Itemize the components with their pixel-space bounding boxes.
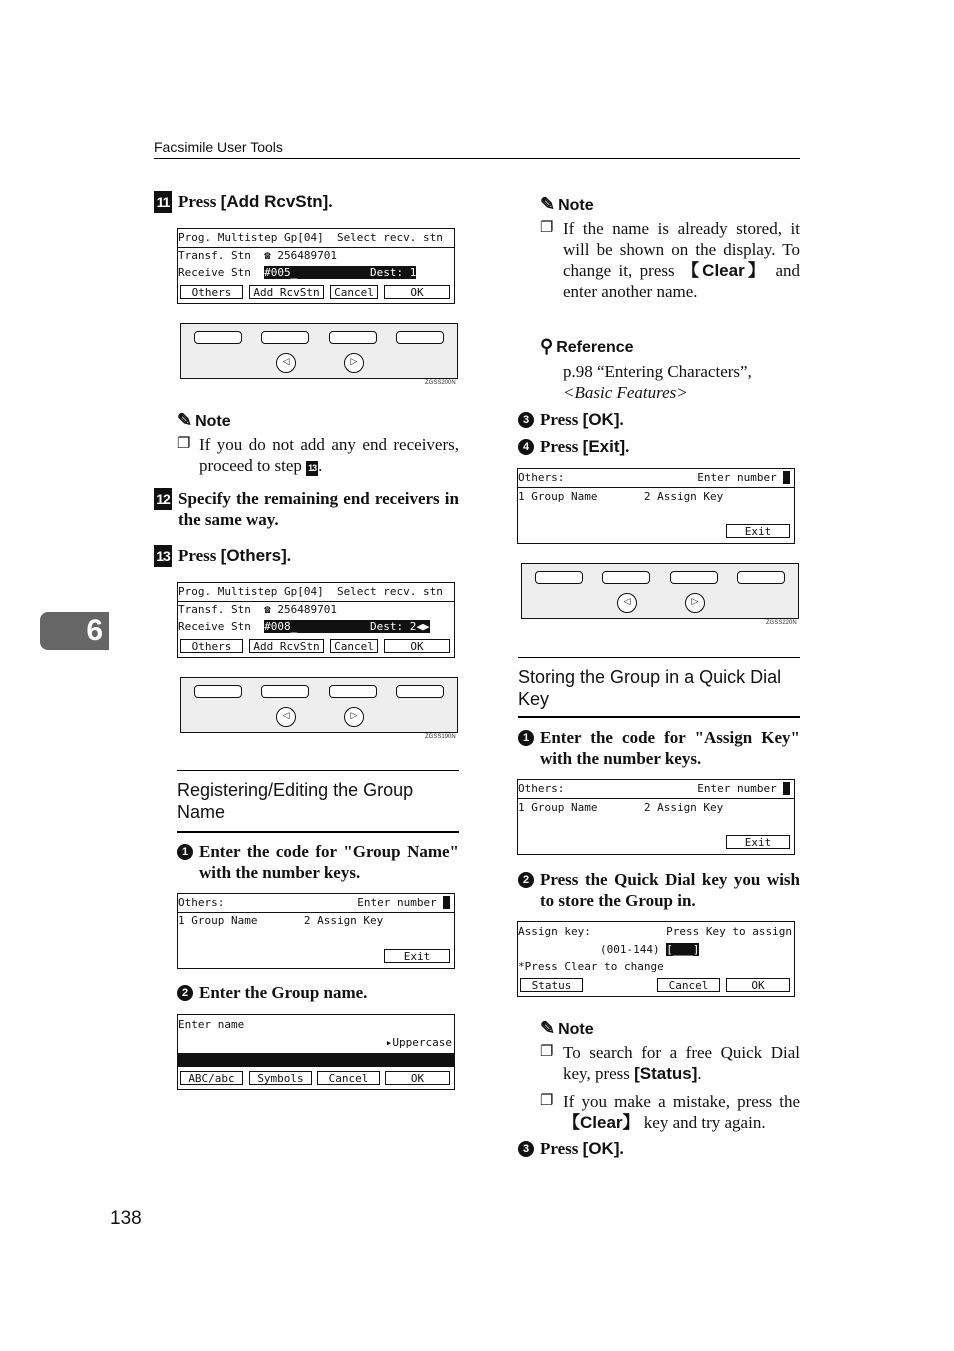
- note-item: ❐ If the name is already stored, it will be shown on the display. To change it, press 【Clear】 and enter another name.: [540, 219, 800, 301]
- lcd-btn-others: Others: [180, 285, 243, 299]
- substep-number: 3: [518, 1141, 534, 1157]
- panel-key: [261, 331, 309, 344]
- lcd-btn-abc: ABC/abc: [180, 1071, 243, 1085]
- lcd-btn-ok: OK: [384, 639, 450, 653]
- substep-number: 4: [518, 439, 534, 455]
- lcd-btn-add-rcvstn: Add RcvStn: [249, 285, 324, 299]
- pencil-icon: ✎: [540, 194, 556, 214]
- key-ok: [OK]: [582, 410, 620, 429]
- panel-key: [329, 331, 377, 344]
- lcd-btn-ok: OK: [385, 1071, 450, 1085]
- lcd-btn-symbols: Symbols: [249, 1071, 312, 1085]
- lcd-btn-others: Others: [180, 639, 243, 653]
- section-rule-top: [177, 770, 459, 771]
- substep-number: 2: [177, 985, 193, 1001]
- note-item: ❐ If you do not add any end receivers, proceed to step 13 .: [177, 435, 459, 475]
- key-status: [Status]: [634, 1064, 698, 1083]
- step-11: 11 Press [Add RcvStn].: [154, 191, 459, 215]
- panel-key: [737, 571, 785, 584]
- substep-number: 2: [518, 872, 534, 888]
- substep-1: 1 Enter the code for "Group Name" with the number keys.: [177, 841, 459, 885]
- pencil-icon: ✎: [177, 410, 193, 430]
- note-item: ❐ To search for a free Quick Dial key, press [Status].: [540, 1043, 800, 1083]
- section-rule-bottom: [518, 716, 800, 718]
- lcd-btn-cancel: Cancel: [330, 285, 378, 299]
- control-panel-illustration: [180, 323, 458, 379]
- left-arrow-icon: ◁: [276, 707, 296, 727]
- lcd-others-menu: Others: Enter number 1 Group Name 2 Assign Key Exit: [517, 779, 795, 855]
- checkbox-icon: ❐: [540, 1093, 554, 1109]
- chapter-tab: 6: [40, 612, 109, 650]
- lcd-btn-cancel: Cancel: [657, 978, 720, 992]
- note-heading: ✎ Note: [540, 1018, 594, 1038]
- section-title: Registering/Editing the Group Name: [177, 780, 414, 822]
- reference-text: p.98 “Entering Characters”, <Basic Features>: [563, 362, 752, 402]
- reference-heading: ⚲ Reference: [540, 336, 634, 356]
- lcd-btn-cancel: Cancel: [330, 639, 378, 653]
- lcd-assign-key: Assign key: Press Key to assign (001-144) [___] *Press Clear to change Status Cancel OK: [517, 921, 795, 997]
- left-arrow-icon: ◁: [276, 353, 296, 373]
- right-arrow-icon: ▷: [344, 353, 364, 373]
- lcd-input-bar: [178, 1053, 454, 1067]
- step-12: 12 Specify the remaining end receivers in the same way.: [154, 488, 459, 534]
- lcd-add-rcvstn: Prog. Multistep Gp[04] Select recv. stn Transf. Stn ☎ 256489701 Receive Stn #005_ Dest: 1 Others Add RcvStn Cancel OK: [177, 228, 455, 304]
- lcd-btn-exit: Exit: [726, 524, 790, 538]
- lcd-btn-ok: OK: [384, 285, 450, 299]
- note-heading: ✎ Note: [540, 194, 594, 214]
- key-clear: 【Clear】: [682, 261, 769, 280]
- panel-key: [535, 571, 583, 584]
- header-rule: [154, 158, 800, 159]
- key-others: [Others]: [220, 546, 287, 565]
- magnifier-icon: ⚲: [540, 336, 554, 356]
- substep-2: 2 Enter the Group name.: [177, 982, 459, 1004]
- lcd-btn-exit: Exit: [384, 949, 450, 963]
- right-arrow-icon: ▷: [685, 593, 705, 613]
- key-ok: [OK]: [582, 1139, 620, 1158]
- running-header: Facsimile User Tools: [154, 139, 283, 155]
- section-title: Storing the Group in a Quick Dial Key: [518, 667, 782, 709]
- panel-key: [396, 331, 444, 344]
- figure-code: ZGSS190N: [425, 734, 456, 740]
- panel-key: [194, 331, 242, 344]
- panel-key: [602, 571, 650, 584]
- step-ref-13: 13: [306, 461, 318, 476]
- step-number-13: 13: [154, 545, 172, 567]
- substep-3: 3 Press [OK].: [518, 1138, 800, 1160]
- panel-key: [396, 685, 444, 698]
- substep-4: 4 Press [Exit].: [518, 436, 800, 458]
- figure-code: ZGSS200N: [425, 380, 456, 386]
- control-panel-illustration: [180, 677, 458, 733]
- lcd-highlight: #008_ Dest: 2◀▶: [264, 620, 430, 633]
- substep-number: 1: [518, 730, 534, 746]
- substep-number: 1: [177, 844, 193, 860]
- lcd-btn-exit: Exit: [726, 835, 790, 849]
- lcd-highlight: #005_ Dest: 1: [264, 266, 417, 279]
- pencil-icon: ✎: [540, 1018, 556, 1038]
- key-add-rcvstn: [Add RcvStn]: [220, 192, 329, 211]
- substep-number: 3: [518, 412, 534, 428]
- control-panel-illustration: [521, 563, 799, 619]
- checkbox-icon: ❐: [540, 1044, 554, 1060]
- lcd-btn-status: Status: [520, 978, 583, 992]
- figure-code: ZGSS220N: [766, 620, 797, 626]
- right-arrow-icon: ▷: [344, 707, 364, 727]
- note-item: ❐ If you make a mistake, press the 【Clear】 key and try again.: [540, 1092, 800, 1132]
- panel-key: [670, 571, 718, 584]
- substep-1: 1 Enter the code for "Assign Key" with the number keys.: [518, 727, 800, 771]
- step-number-11: 11: [154, 191, 172, 213]
- key-exit: [Exit]: [582, 437, 626, 456]
- section-rule-top: [518, 657, 800, 658]
- lcd-highlight: [___]: [666, 943, 700, 956]
- lcd-btn-add-rcvstn: Add RcvStn: [249, 639, 324, 653]
- substep-3: 3 Press [OK].: [518, 409, 800, 431]
- note-heading: ✎ Note: [177, 410, 231, 430]
- left-arrow-icon: ◁: [617, 593, 637, 613]
- lcd-btn-cancel: Cancel: [317, 1071, 380, 1085]
- lcd-others-menu: Others: Enter number 1 Group Name 2 Assign Key Exit: [177, 893, 455, 969]
- panel-key: [329, 685, 377, 698]
- step-13: 13 Press [Others].: [154, 545, 459, 569]
- checkbox-icon: ❐: [177, 436, 191, 452]
- panel-key: [261, 685, 309, 698]
- lcd-others-select: Prog. Multistep Gp[04] Select recv. stn Transf. Stn ☎ 256489701 Receive Stn #008_ Dest: 2◀▶ Others Add RcvStn Cancel OK: [177, 582, 455, 658]
- lcd-btn-ok: OK: [726, 978, 790, 992]
- checkbox-icon: ❐: [540, 220, 554, 236]
- lcd-others-menu: Others: Enter number 1 Group Name 2 Assign Key Exit: [517, 468, 795, 544]
- page-number: 138: [110, 1208, 142, 1229]
- panel-key: [194, 685, 242, 698]
- step-number-12: 12: [154, 488, 172, 510]
- key-clear: 【Clear】: [563, 1113, 640, 1132]
- section-rule-bottom: [177, 831, 459, 833]
- lcd-enter-name: Enter name ▸Uppercase ABC/abc Symbols Cancel OK: [177, 1014, 455, 1090]
- substep-2: 2 Press the Quick Dial key you wish to store the Group in.: [518, 869, 800, 913]
